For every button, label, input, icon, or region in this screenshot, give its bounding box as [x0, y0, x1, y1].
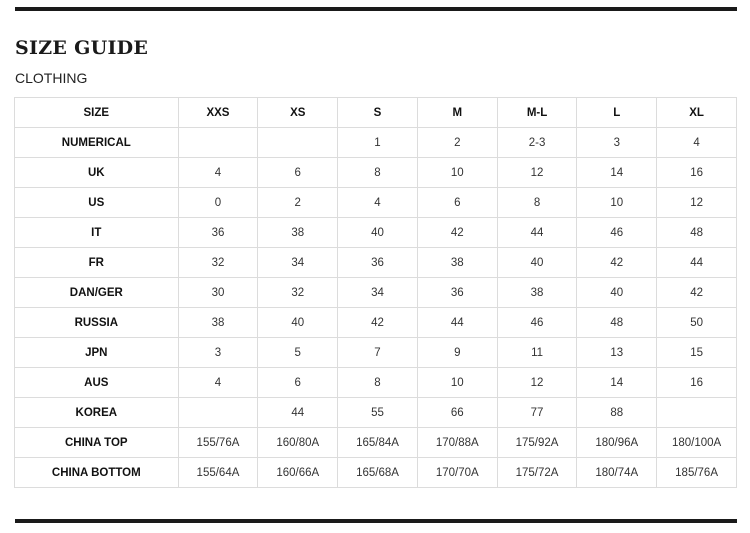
table-row — [15, 398, 737, 428]
table-cell: 38 — [258, 218, 338, 248]
table-row — [15, 308, 737, 338]
table-cell: 42 — [417, 218, 497, 248]
table-cell: 30 — [178, 278, 258, 308]
table-cell: 0 — [178, 188, 258, 218]
column-header: XL — [657, 98, 737, 128]
table-cell: 2-3 — [497, 128, 577, 158]
column-header: M-L — [497, 98, 577, 128]
table-cell: 42 — [657, 278, 737, 308]
table-cell: 170/88A — [417, 428, 497, 458]
column-header: L — [577, 98, 657, 128]
table-cell: 34 — [338, 278, 418, 308]
table-cell: 175/72A — [497, 458, 577, 488]
table-cell: 4 — [338, 188, 418, 218]
column-header: XXS — [178, 98, 258, 128]
table-cell: 38 — [178, 308, 258, 338]
row-label: AUS — [15, 368, 179, 398]
row-label: FR — [15, 248, 179, 278]
table-cell: 46 — [577, 218, 657, 248]
table-cell: 12 — [497, 368, 577, 398]
column-header: XS — [258, 98, 338, 128]
table-cell: 2 — [417, 128, 497, 158]
table-cell: 50 — [657, 308, 737, 338]
table-cell: 155/64A — [178, 458, 258, 488]
table-cell: 10 — [577, 188, 657, 218]
table-cell — [178, 128, 258, 158]
table-cell: 170/70A — [417, 458, 497, 488]
table-cell: 180/96A — [577, 428, 657, 458]
table-body — [15, 128, 737, 488]
row-label: JPN — [15, 338, 179, 368]
row-label: RUSSIA — [15, 308, 179, 338]
top-rule — [15, 7, 737, 11]
table-row — [15, 368, 737, 398]
page-title: SIZE GUIDE — [15, 37, 149, 59]
row-label: UK — [15, 158, 179, 188]
table-cell: 44 — [497, 218, 577, 248]
table-cell: 3 — [577, 128, 657, 158]
table-cell: 40 — [258, 308, 338, 338]
table-cell: 32 — [258, 278, 338, 308]
table-cell: 9 — [417, 338, 497, 368]
table-cell: 14 — [577, 158, 657, 188]
table-row — [15, 458, 737, 488]
table-cell: 7 — [338, 338, 418, 368]
table-row — [15, 338, 737, 368]
table-cell: 8 — [338, 368, 418, 398]
table-cell: 40 — [577, 278, 657, 308]
table-cell: 180/100A — [657, 428, 737, 458]
table-cell: 4 — [657, 128, 737, 158]
row-label: US — [15, 188, 179, 218]
table-cell: 44 — [258, 398, 338, 428]
table-cell: 40 — [497, 248, 577, 278]
table-cell: 6 — [258, 158, 338, 188]
row-label: CHINA BOTTOM — [15, 458, 179, 488]
table-cell: 36 — [178, 218, 258, 248]
table-cell: 34 — [258, 248, 338, 278]
table-cell: 36 — [338, 248, 418, 278]
table-cell — [178, 398, 258, 428]
table-cell: 160/66A — [258, 458, 338, 488]
table-cell: 1 — [338, 128, 418, 158]
row-label: IT — [15, 218, 179, 248]
table-cell: 165/68A — [338, 458, 418, 488]
table-cell: 165/84A — [338, 428, 418, 458]
table-row — [15, 428, 737, 458]
table-cell: 42 — [577, 248, 657, 278]
table-cell: 36 — [417, 278, 497, 308]
bottom-rule — [15, 519, 737, 523]
table-cell: 10 — [417, 368, 497, 398]
table-cell: 40 — [338, 218, 418, 248]
row-label: KOREA — [15, 398, 179, 428]
table-cell: 160/80A — [258, 428, 338, 458]
table-cell: 2 — [258, 188, 338, 218]
table-cell: 46 — [497, 308, 577, 338]
table-cell: 88 — [577, 398, 657, 428]
table-cell: 175/92A — [497, 428, 577, 458]
table-cell: 8 — [338, 158, 418, 188]
table-cell: 44 — [657, 248, 737, 278]
table-cell: 11 — [497, 338, 577, 368]
table-row — [15, 278, 737, 308]
table-cell: 180/74A — [577, 458, 657, 488]
table-cell: 6 — [258, 368, 338, 398]
table-cell: 38 — [417, 248, 497, 278]
table-cell: 4 — [178, 368, 258, 398]
table-row — [15, 158, 737, 188]
table-cell: 12 — [497, 158, 577, 188]
table-cell: 12 — [657, 188, 737, 218]
table-cell: 4 — [178, 158, 258, 188]
table-cell: 155/76A — [178, 428, 258, 458]
column-header: S — [338, 98, 418, 128]
table-cell: 5 — [258, 338, 338, 368]
table-cell: 32 — [178, 248, 258, 278]
table-cell: 3 — [178, 338, 258, 368]
column-header: SIZE — [15, 98, 179, 128]
table-cell: 6 — [417, 188, 497, 218]
size-guide-table — [14, 97, 737, 488]
table-row — [15, 128, 737, 158]
table-cell: 16 — [657, 158, 737, 188]
section-subtitle: CLOTHING — [15, 70, 88, 86]
row-label: DAN/GER — [15, 278, 179, 308]
table-cell: 48 — [657, 218, 737, 248]
table-cell: 10 — [417, 158, 497, 188]
table-header-row — [15, 98, 737, 128]
table-cell: 55 — [338, 398, 418, 428]
row-label: NUMERICAL — [15, 128, 179, 158]
table-cell: 66 — [417, 398, 497, 428]
table-cell: 48 — [577, 308, 657, 338]
table-cell — [258, 128, 338, 158]
column-header: M — [417, 98, 497, 128]
row-label: CHINA TOP — [15, 428, 179, 458]
table-row — [15, 218, 737, 248]
table-cell: 8 — [497, 188, 577, 218]
table-cell: 38 — [497, 278, 577, 308]
table-cell: 13 — [577, 338, 657, 368]
table-row — [15, 248, 737, 278]
table-cell: 15 — [657, 338, 737, 368]
table-cell: 44 — [417, 308, 497, 338]
table-cell: 14 — [577, 368, 657, 398]
table-cell: 42 — [338, 308, 418, 338]
table-cell: 77 — [497, 398, 577, 428]
table-cell: 16 — [657, 368, 737, 398]
table-cell: 185/76A — [657, 458, 737, 488]
table-cell — [657, 398, 737, 428]
table-row — [15, 188, 737, 218]
